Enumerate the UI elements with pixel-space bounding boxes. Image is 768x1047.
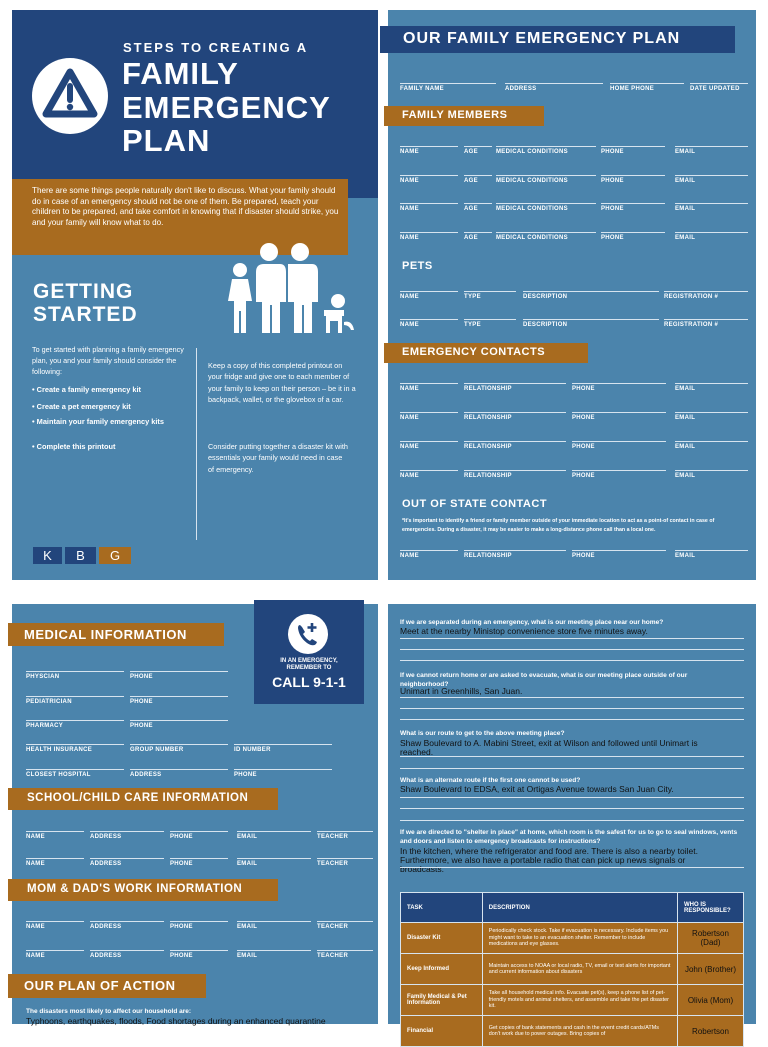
field-line <box>601 203 665 204</box>
callout-big-text: CALL 9-1-1 <box>272 674 346 690</box>
answer-line <box>400 649 744 650</box>
field-label: PHONE <box>572 444 595 450</box>
field-line <box>675 470 748 471</box>
task-cell: Keep Informed <box>401 954 483 985</box>
answer-line <box>400 768 744 769</box>
checklist-item: • Complete this printout <box>32 442 116 451</box>
field-line <box>400 291 458 292</box>
field-label: TEACHER <box>317 953 349 959</box>
phone-plus-icon <box>288 614 328 654</box>
cover-title-1: FAMILY <box>122 56 239 91</box>
field-label: EMAIL <box>237 861 258 867</box>
field-label: ADDRESS <box>90 861 122 867</box>
answer-line <box>400 719 744 720</box>
checklist-label: Create a family emergency kit <box>36 385 141 394</box>
field-line <box>675 175 748 176</box>
action-panel <box>388 604 756 1037</box>
description-cell: Maintain access to NOAA or local radio, TV, email or text alerts for important and current information about disasters <box>482 954 677 985</box>
answer-field[interactable]: Shaw Boulevard to A. Mabini Street, exit at Wilson and followed until Unimart is reached. <box>400 738 698 757</box>
field-line <box>572 412 666 413</box>
field-label: EMAIL <box>675 235 696 241</box>
field-line <box>675 146 748 147</box>
field-line <box>130 720 228 721</box>
logo-letter-g: G <box>99 547 131 564</box>
field-label: PHONE <box>572 415 595 421</box>
field-line <box>26 858 84 859</box>
field-line <box>130 744 228 745</box>
field-label: TEACHER <box>317 924 349 930</box>
field-line <box>400 470 458 471</box>
field-label: AGE <box>464 235 478 241</box>
checklist-label: Complete this printout <box>36 442 116 451</box>
field-label: ADDRESS <box>130 772 162 778</box>
field-line <box>464 383 566 384</box>
field-label: NAME <box>26 834 45 840</box>
table-row <box>401 923 744 954</box>
field-line <box>464 146 492 147</box>
lead-text: To get started with planning a family emergency plan, you and your family should consider the following: <box>32 345 184 376</box>
checklist-label: Create a pet emergency kit <box>36 402 131 411</box>
field-label: RELATIONSHIP <box>464 473 512 479</box>
field-line <box>464 175 492 176</box>
description-cell: Get copies of bank statements and cash in the event credit cards/ATMs don't work due to power outages. Bring copies of <box>482 1016 677 1047</box>
field-line <box>400 441 458 442</box>
field-line <box>130 696 228 697</box>
field-label: EMAIL <box>675 149 696 155</box>
field-line <box>170 858 228 859</box>
column-divider <box>196 348 197 540</box>
field-line <box>601 232 665 233</box>
field-label: NAME <box>400 206 419 212</box>
field-label: ID NUMBER <box>234 747 271 753</box>
field-label: MEDICAL CONDITIONS <box>496 149 568 155</box>
field-label: TYPE <box>464 322 481 328</box>
field-line <box>400 175 458 176</box>
field-line <box>400 412 458 413</box>
field-line <box>496 232 596 233</box>
tip-text-2: Consider putting together a disaster kit with essentials your family would need in case of emergency. <box>208 442 348 474</box>
field-label: EMAIL <box>237 953 258 959</box>
field-line <box>26 769 124 770</box>
field-label: PHYSCIAN <box>26 674 60 680</box>
plan-of-action-banner <box>8 974 206 998</box>
plan-title-bar <box>380 26 735 53</box>
field-line <box>317 858 373 859</box>
field-line <box>572 383 666 384</box>
responsible-cell[interactable]: Robertson (Dad) <box>678 923 744 954</box>
callout-small-text: IN AN EMERGENCY, REMEMBER TO <box>280 658 338 671</box>
field-label: MEDICAL CONDITIONS <box>496 206 568 212</box>
table-row <box>401 985 744 1016</box>
field-label: PHONE <box>572 473 595 479</box>
logo-letter-k: K <box>33 547 62 564</box>
field-label: DESCRIPTION <box>523 322 568 328</box>
family-icon <box>220 238 360 343</box>
field-label: PHONE <box>170 861 193 867</box>
field-line <box>464 441 566 442</box>
field-label: RELATIONSHIP <box>464 553 512 559</box>
field-label: GROUP NUMBER <box>130 747 184 753</box>
checklist-item: • Create a pet emergency kit <box>32 402 131 411</box>
field-line <box>90 921 164 922</box>
table-row <box>401 1016 744 1047</box>
field-label: EMAIL <box>675 415 696 421</box>
field-line <box>464 291 516 292</box>
medical-panel <box>12 604 378 1024</box>
header-description: DESCRIPTION <box>482 893 677 923</box>
field-line <box>523 291 659 292</box>
answer-field[interactable]: In the kitchen, where the refrigerator and food are. There is also a nearby toilet. Furthermore, we also have a portable radio that can pick up news signals or broadcasts. <box>400 846 698 874</box>
field-line <box>400 232 458 233</box>
field-label: AGE <box>464 149 478 155</box>
field-line <box>400 146 458 147</box>
answer-line <box>400 820 744 821</box>
field-label: ADDRESS <box>90 953 122 959</box>
answer-line <box>400 797 744 798</box>
field-line <box>317 831 373 832</box>
field-line <box>400 319 458 320</box>
field-line <box>90 831 164 832</box>
field-label: NAME <box>400 386 419 392</box>
field-label: EMAIL <box>675 473 696 479</box>
question: If we cannot return home or are asked to evacuate, what is our meeting place outside of our neighborhood? <box>400 672 688 688</box>
field-line <box>400 203 458 204</box>
answer-field[interactable]: Unimart in Greenhills, San Juan. <box>400 686 523 696</box>
field-line <box>675 203 748 204</box>
description-cell: Take all household medical info. Evacuate pet(s), keep a phone list of pet-friendly motels and animal shelters, and assemble and take the pet disaster kit. <box>482 985 677 1016</box>
field-label: PHONE <box>601 206 624 212</box>
field-line <box>464 412 566 413</box>
field-line <box>237 921 311 922</box>
field-line <box>496 175 596 176</box>
logo-letter-b: B <box>65 547 96 564</box>
question: What is an alternate route if the first one cannot be used? <box>400 777 581 784</box>
field-line <box>464 550 566 551</box>
field-label: PHONE <box>170 953 193 959</box>
field-label: TEACHER <box>317 834 349 840</box>
answer-line <box>400 867 744 868</box>
field-line <box>234 744 332 745</box>
field-line <box>572 470 666 471</box>
field-line <box>400 550 458 551</box>
start-checklist <box>32 385 192 451</box>
field-line <box>523 319 659 320</box>
field-label: EMAIL <box>237 924 258 930</box>
field-label: PHONE <box>601 178 624 184</box>
field-line <box>26 921 84 922</box>
medical-banner <box>8 623 224 646</box>
field-line <box>464 470 566 471</box>
field-label: PHONE <box>130 699 153 705</box>
responsible-cell[interactable]: Robertson <box>678 1016 744 1047</box>
cover-title-2: EMERGENCY <box>122 90 331 125</box>
field-line <box>130 769 228 770</box>
pets-title: PETS <box>402 260 433 272</box>
task-cell: Family Medical & Pet Information <box>401 985 483 1016</box>
plan-lead: The disasters most likely to affect our household are: <box>26 1008 192 1015</box>
field-line <box>664 291 748 292</box>
family-members-title: FAMILY MEMBERS <box>402 109 508 121</box>
field-label: ADDRESS <box>90 834 122 840</box>
field-label: NAME <box>400 553 419 559</box>
answer-line <box>400 697 744 698</box>
intro-text: There are some things people naturally don't like to discuss. What your family should do in case of an emergency should not be one of them. Be prepared, teach your children to be prepared, and take comfort in knowing that if disaster should strike, you and your family will know what to do. <box>32 186 339 227</box>
field-line <box>26 720 124 721</box>
school-title: SCHOOL/CHILD CARE INFORMATION <box>27 792 249 804</box>
field-label: PHONE <box>572 553 595 559</box>
field-label: NAME <box>400 235 419 241</box>
field-line <box>237 858 311 859</box>
field-label: NAME <box>400 178 419 184</box>
field-label: PHARMACY <box>26 723 64 729</box>
responsibility-table <box>400 892 744 1047</box>
field-line <box>170 921 228 922</box>
field-line <box>234 769 332 770</box>
field-label: PHONE <box>572 386 595 392</box>
out-of-state-title: OUT OF STATE CONTACT <box>402 498 548 510</box>
answer-field[interactable]: Shaw Boulevard to EDSA, exit at Ortigas Avenue towards San Juan City. <box>400 784 674 794</box>
kbg-logo <box>33 547 131 564</box>
checklist-label: Maintain your family emergency kits <box>36 417 164 426</box>
field-line <box>572 441 666 442</box>
field-label: ADDRESS <box>90 924 122 930</box>
field-line <box>26 831 84 832</box>
field-line <box>675 383 748 384</box>
field-label: PHONE <box>601 149 624 155</box>
field-label: NAME <box>400 294 419 300</box>
answer-line <box>400 756 744 757</box>
field-label: CLOSEST HOSPITAL <box>26 772 91 778</box>
field-label: NAME <box>400 149 419 155</box>
field-label: REGISTRATION # <box>664 294 719 300</box>
emergency-contacts-title: EMERGENCY CONTACTS <box>402 346 546 358</box>
field-label: EMAIL <box>237 834 258 840</box>
plan-of-action-title: OUR PLAN OF ACTION <box>24 978 176 993</box>
field-label: PHONE <box>130 723 153 729</box>
field-line <box>572 550 666 551</box>
checklist-item: • Maintain your family emergency kits <box>32 417 164 426</box>
field-label: HEALTH INSURANCE <box>26 747 93 753</box>
field-line <box>237 950 311 951</box>
field-label: PEDIATRICIAN <box>26 699 72 705</box>
field-label: REGISTRATION # <box>664 322 719 328</box>
field-label: NAME <box>400 322 419 328</box>
table-header-row <box>401 893 744 923</box>
field-line <box>464 203 492 204</box>
table-row <box>401 954 744 985</box>
header-task: TASK <box>401 893 483 923</box>
tip-text-1: Keep a copy of this completed printout on your fridge and give one to each member of your family to keep on their person – be it in a backpack, wallet, or the glovebox of a car. <box>208 361 356 405</box>
cover-kicker: STEPS TO CREATING A <box>123 40 309 55</box>
field-line <box>601 146 665 147</box>
medical-title: MEDICAL INFORMATION <box>24 627 187 642</box>
emergency-contacts-banner <box>384 343 588 363</box>
field-label: RELATIONSHIP <box>464 444 512 450</box>
field-label: PHONE <box>234 772 257 778</box>
description-cell: Periodically check stock. Take if evacuation is necessary. Include items you might want to take to an evacuation shelter. Remember to include medications and eye glasses. <box>482 923 677 954</box>
field-label: EMAIL <box>675 178 696 184</box>
header-who: WHO IS RESPONSIBLE? <box>678 893 744 923</box>
field-label: MEDICAL CONDITIONS <box>496 178 568 184</box>
question: What is our route to get to the above meeting place? <box>400 730 565 737</box>
field-line <box>496 203 596 204</box>
field-line <box>317 950 373 951</box>
field-label: PHONE <box>170 834 193 840</box>
field-line <box>26 671 124 672</box>
field-label: NAME <box>400 415 419 421</box>
field-label: PHONE <box>170 924 193 930</box>
plan-panel: OUR FAMILY EMERGENCY PLAN FAMILY NAME ADDRESS HOME PHONE DATE UPDATED FAMILY MEMBERS NAME AGE MEDICAL CONDITIONS PHONE EMAIL NAME AGE MEDICAL CONDITIONS PHONE EMAIL NAME AGE MEDICAL CONDITIONS PHONE EMAIL NAME AGE MEDICAL CONDITIONS PHONE EMAIL PETS NAME TYPE DESCRIPTION REGISTRATION # NAME TYPE DESCRIPTION REGISTRATION # EMERGENCY CONTACTS NAME RELATIONSHIP PHONE EMAIL NAME RELATIONSHIP PHONE EMAIL NAME RELATIONSHIP PHONE EMAIL NAME RELATIONSHIP PHONE EMAIL OUT OF STATE CONTACT *It's important to identify a friend or family member outside of your immediate location to act as a point-of contact in case of emergencies. During a disaster, it may be easier to make a long-distance phone call than a local one. NAME RELATIONSHIP PHONE EMAIL <box>388 10 756 580</box>
field-label: NAME <box>400 473 419 479</box>
field-line <box>601 175 665 176</box>
field-label: PHONE <box>130 674 153 680</box>
answer-field[interactable]: Meet at the nearby Ministop convenience store five minutes away. <box>400 626 648 636</box>
field-line <box>675 232 748 233</box>
field-line <box>26 950 84 951</box>
field-line <box>317 921 373 922</box>
getting-started-1: GETTING <box>33 280 134 303</box>
school-banner <box>8 788 278 810</box>
question: If we are directed to "shelter in place" at home, which room is the safest for us to go to seal windows, vents and doors and listen to emergency broadcasts for instructions? <box>400 829 738 845</box>
field-label: AGE <box>464 178 478 184</box>
out-of-state-note: *It's important to identify a friend or family member outside of your immediate location to act as a point-of contact in case of emergencies. During a disaster, it may be easier to make a long-distance phone call than a local one. <box>402 518 715 533</box>
field-line <box>664 319 748 320</box>
answer-line <box>400 660 744 661</box>
field-line <box>675 550 748 551</box>
field-line <box>170 831 228 832</box>
field-line <box>90 858 164 859</box>
cover-panel <box>12 10 378 580</box>
field-label: EMAIL <box>675 444 696 450</box>
field-line <box>26 696 124 697</box>
work-title: MOM & DAD'S WORK INFORMATION <box>27 883 243 895</box>
question: If we are separated during an emergency, what is our meeting place near our home? <box>400 619 664 626</box>
field-label: NAME <box>26 861 45 867</box>
field-line <box>237 831 311 832</box>
getting-started-2: STARTED <box>33 303 138 326</box>
field-line <box>400 383 458 384</box>
field-label: RELATIONSHIP <box>464 415 512 421</box>
task-cell: Financial <box>401 1016 483 1047</box>
field-line <box>90 950 164 951</box>
field-label: EMAIL <box>675 553 696 559</box>
responsible-cell[interactable]: John (Brother) <box>678 954 744 985</box>
field-label: RELATIONSHIP <box>464 386 512 392</box>
field-label: NAME <box>400 444 419 450</box>
field-label: TYPE <box>464 294 481 300</box>
field-line <box>170 950 228 951</box>
field-label: EMAIL <box>675 206 696 212</box>
answer-line <box>400 708 744 709</box>
answer-line <box>400 638 744 639</box>
field-label: NAME <box>26 924 45 930</box>
work-banner <box>8 879 278 901</box>
field-label: NAME <box>26 953 45 959</box>
field-line <box>130 671 228 672</box>
family-members-banner <box>384 106 544 126</box>
plan-title: OUR FAMILY EMERGENCY PLAN <box>403 30 681 47</box>
field-line <box>464 232 492 233</box>
task-cell: Disaster Kit <box>401 923 483 954</box>
plan-answer[interactable]: Typhoons, earthquakes, floods, Food shortages during an enhanced quarantine <box>26 1016 326 1026</box>
warning-icon <box>32 58 108 134</box>
responsible-cell[interactable]: Olivia (Mom) <box>678 985 744 1016</box>
call-911-callout <box>254 600 364 704</box>
field-line <box>26 744 124 745</box>
field-label: PHONE <box>601 235 624 241</box>
cover-title-3: PLAN <box>122 123 211 158</box>
field-label: MEDICAL CONDITIONS <box>496 235 568 241</box>
field-label: DESCRIPTION <box>523 294 568 300</box>
field-label: AGE <box>464 206 478 212</box>
field-line <box>675 441 748 442</box>
field-label: TEACHER <box>317 861 349 867</box>
field-line <box>675 412 748 413</box>
field-line <box>496 146 596 147</box>
checklist-item: • Create a family emergency kit <box>32 385 141 394</box>
answer-line <box>400 808 744 809</box>
field-line <box>464 319 516 320</box>
field-label: EMAIL <box>675 386 696 392</box>
